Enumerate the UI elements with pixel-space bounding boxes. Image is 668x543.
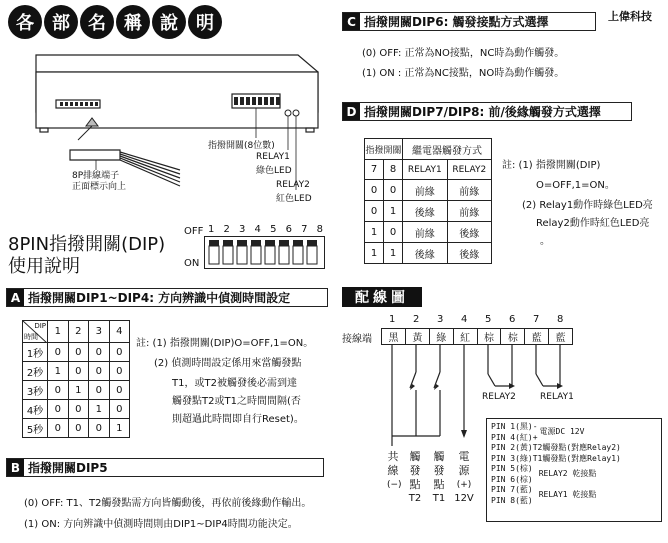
dip-usage-subtitle: 使用說明 (8, 256, 80, 277)
bottom-label: 觸 (409, 450, 421, 463)
section-d-title: 指撥開關DIP7/DIP8: 前/後緣觸發方式選擇 (364, 105, 601, 119)
table-cell: 0 (365, 201, 384, 222)
table-row (23, 343, 130, 362)
bottom-label: (−) (387, 480, 402, 490)
terminal-color: 綠 (429, 329, 453, 345)
terminal-label: 8P排線端子 (72, 171, 120, 181)
table-row (365, 201, 492, 222)
table-cell: 0 (384, 180, 403, 201)
pin-2: PIN 2(黃)T2觸發點(對應Relay2) (491, 443, 621, 452)
terminal-strip (381, 328, 573, 345)
title-char-3: 名 (80, 5, 114, 39)
table-cell: 0 (109, 343, 130, 362)
terminal-number: 7 (533, 314, 540, 325)
table-cell: 1 (109, 419, 130, 438)
bottom-label: 點 (409, 478, 421, 491)
table-row (365, 243, 492, 264)
title-char-5: 說 (152, 5, 186, 39)
section-d-letter: D (343, 103, 360, 120)
section-c-letter: C (343, 13, 360, 30)
table-cell: 0 (109, 400, 130, 419)
pin-legend (486, 418, 662, 522)
dip-number: 1 (208, 224, 215, 235)
terminal-color: 藍 (549, 329, 573, 345)
section-b-line-1: (0) OFF: T1、T2觸發點需方向皆觸動後，再依前後緣動作輸出。 (24, 498, 312, 509)
section-a-note-2-line2: T1，或T2被觸發後必需到達 (172, 378, 297, 389)
corner-time-label: 時間 (24, 333, 38, 341)
section-b-letter: B (7, 459, 24, 476)
pin-row (491, 464, 657, 485)
relay2-wiring-label: RELAY2 (482, 392, 516, 402)
table-row (365, 180, 492, 201)
terminal-color: 紅 (453, 329, 477, 345)
pin-8: PIN 8(藍) (491, 495, 533, 505)
table-header: 2 (68, 321, 89, 343)
table-cell: 4秒 (23, 400, 48, 419)
table-cell: 1 (68, 381, 89, 400)
dip-number: 6 (285, 224, 292, 235)
bottom-label: 發 (433, 464, 445, 477)
section-c-title: 指撥開關DIP6: 觸發接點方式選擇 (364, 15, 549, 29)
section-a-note-2-line1: (2) 偵測時間設定係用來當觸發點 (154, 358, 302, 369)
table-cell: 0 (89, 343, 110, 362)
table-cell: 0 (89, 381, 110, 400)
title-char-6: 明 (188, 5, 222, 39)
table-header: 7 (365, 160, 384, 180)
section-a-letter: A (7, 289, 24, 306)
relay1-led-label: 綠色LED (256, 166, 292, 176)
table-cell: 0 (48, 419, 69, 438)
terminal-number: 6 (509, 314, 516, 325)
section-d-header (342, 102, 632, 121)
terminal-color: 黃 (405, 329, 429, 345)
section-d-note-1: 註: (1) 指撥開關(DIP) (502, 160, 601, 171)
table-cell: 1秒 (23, 343, 48, 362)
table-cell: 後緣 (403, 201, 448, 222)
bottom-label: 發 (409, 464, 421, 477)
trigger-t2-label (408, 450, 422, 506)
section-d-note-1b: O=OFF,1=ON。 (536, 180, 615, 191)
table-header: 8 (384, 160, 403, 180)
relay2-label: RELAY2 (276, 180, 310, 190)
power-label (453, 450, 475, 506)
table-cell: 0 (384, 222, 403, 243)
bottom-label: 12V (454, 493, 474, 504)
terminal-number: 2 (413, 314, 420, 325)
table-cell: 後緣 (447, 222, 492, 243)
table-cell: 3秒 (23, 381, 48, 400)
table-cell: 前緣 (447, 201, 492, 222)
dip-number: 7 (301, 224, 308, 235)
dip-usage-title: 8PIN指撥開關(DIP) (8, 234, 166, 255)
pin-6: PIN 6(棕) (491, 474, 533, 484)
trigger-t1-label (432, 450, 446, 506)
table-cell: 前緣 (447, 180, 492, 201)
table-cell: 0 (48, 343, 69, 362)
pin-4: PIN 4(紅)+ (491, 432, 538, 442)
section-a-title: 指撥開關DIP1~DIP4: 方向辨識中偵測時間設定 (28, 291, 291, 305)
table-cell: 0 (48, 400, 69, 419)
dip-switch-label: 指撥開關(8位數) (208, 141, 275, 151)
table-row (23, 381, 130, 400)
table-cell: 2秒 (23, 362, 48, 381)
terminal-color: 棕 (501, 329, 525, 345)
section-c-line-2: (1) ON : 正常為NC接點，NO時為動作觸發。 (362, 68, 565, 79)
dip-number: 4 (254, 224, 261, 235)
dip-switch-graphic (204, 236, 326, 270)
section-c-header (342, 12, 596, 31)
section-d-note-2b: Relay2動作時紅色LED亮 (536, 218, 650, 229)
bottom-label: 線 (387, 464, 399, 477)
table-row (23, 400, 130, 419)
dip-off-label: OFF (184, 226, 204, 237)
relay1-label: RELAY1 (256, 152, 290, 162)
table-cell: 1 (89, 400, 110, 419)
pin-3: PIN 3(綠)T1觸發點(對應Relay1) (491, 453, 621, 463)
table-row (23, 362, 130, 381)
pin-row (491, 422, 657, 443)
table-cell: 1 (48, 362, 69, 381)
dip-number: 3 (239, 224, 246, 235)
title-char-4: 稱 (116, 5, 150, 39)
bottom-label: (+) (456, 480, 472, 490)
table-cell: 5秒 (23, 419, 48, 438)
section-a-note-2-line3: 觸發點T2或T1之時間間隔(否 (172, 396, 301, 407)
table-cell: 0 (109, 381, 130, 400)
table-cell: 0 (68, 400, 89, 419)
section-a-note-2-line4: 則超過此時間即自行Reset)。 (172, 414, 304, 425)
section-d-note-2c: 。 (540, 236, 550, 247)
wiring-title: 配線圖 (342, 287, 422, 307)
section-b-header (6, 458, 324, 477)
table-cell: 1 (365, 222, 384, 243)
table-header: RELAY2 (447, 160, 492, 180)
company-name: 上偉科技 (608, 10, 652, 23)
table-cell: 1 (384, 201, 403, 222)
table-cell: 0 (68, 362, 89, 381)
table-cell: 0 (89, 362, 110, 381)
section-a-note-1: 註: (1) 指撥開關(DIP)O=OFF,1=ON。 (136, 338, 314, 349)
detect-time-table (22, 320, 130, 438)
dip-on-label: ON (184, 258, 200, 269)
terminal-note: 正面標示向上 (72, 182, 127, 192)
table-cell: 1 (365, 243, 384, 264)
section-a-header (6, 288, 328, 307)
table-cell: 0 (89, 419, 110, 438)
table-cell: 前緣 (403, 180, 448, 201)
bottom-label: 電 (458, 450, 470, 463)
pin-1: PIN 1(黑)- (491, 422, 538, 431)
table-cell: 0 (365, 180, 384, 201)
table-cell: 0 (109, 362, 130, 381)
table-header: 4 (109, 321, 130, 343)
relay2-dry-contact: RELAY2 乾接點 (538, 469, 597, 479)
section-d-note-2: (2) Relay1動作時綠色LED亮 (522, 200, 653, 211)
table-cell: 後緣 (403, 243, 448, 264)
table-cell: 前緣 (403, 222, 448, 243)
dip-number: 5 (270, 224, 277, 235)
table-cell: 0 (68, 419, 89, 438)
terminal-number: 5 (485, 314, 492, 325)
table-header: 繼電器觸發方式 (403, 139, 492, 160)
relay1-dry-contact: RELAY1 乾接點 (538, 490, 597, 500)
pin-7: PIN 7(藍) (491, 485, 533, 494)
bottom-label: 共 (387, 450, 399, 463)
terminal-number: 8 (557, 314, 564, 325)
table-header: RELAY1 (403, 160, 448, 180)
relay1-wiring-label: RELAY1 (540, 392, 574, 402)
terminal-color: 黑 (382, 329, 406, 345)
table-cell: 0 (68, 343, 89, 362)
corner-dip-label: DIP (34, 322, 46, 330)
dip-number: 2 (223, 224, 230, 235)
section-b-line-2: (1) ON: 方向辨識中偵測時間則由DIP1~DIP4時間功能決定。 (24, 519, 298, 530)
title-char-1: 各 (8, 5, 42, 39)
table-row (365, 222, 492, 243)
table-header: 3 (89, 321, 110, 343)
section-c-line-1: (0) OFF: 正常為NO接點，NC時為動作觸發。 (362, 48, 565, 59)
power-spec: 電源DC 12V (539, 427, 585, 437)
bottom-label: T2 (408, 493, 422, 504)
dip-number: 8 (316, 224, 323, 235)
dip-numbers (208, 224, 323, 235)
table-cell: 1 (384, 243, 403, 264)
terminal-color: 棕 (477, 329, 501, 345)
bottom-label: 源 (458, 464, 470, 477)
terminal-side-label: 接線端 (342, 334, 372, 345)
section-b-title: 指撥開關DIP5 (28, 461, 108, 475)
table-cell: 0 (48, 381, 69, 400)
common-line-label (387, 450, 402, 492)
relay2-led-label: 紅色LED (276, 194, 312, 204)
title-char-2: 部 (44, 5, 78, 39)
bottom-label: T1 (432, 493, 446, 504)
table-header: 1 (48, 321, 69, 343)
table-cell: 後緣 (447, 243, 492, 264)
bottom-label: 點 (433, 478, 445, 491)
terminal-color: 藍 (525, 329, 549, 345)
terminal-number: 4 (461, 314, 468, 325)
table-header: 指撥開關 (365, 139, 403, 160)
terminal-number: 1 (389, 314, 396, 325)
table-row (23, 419, 130, 438)
bottom-label: 觸 (433, 450, 445, 463)
pin-row (491, 485, 657, 506)
pin-5: PIN 5(棕) (491, 464, 533, 473)
trigger-mode-table (364, 138, 492, 264)
terminal-number: 3 (437, 314, 444, 325)
